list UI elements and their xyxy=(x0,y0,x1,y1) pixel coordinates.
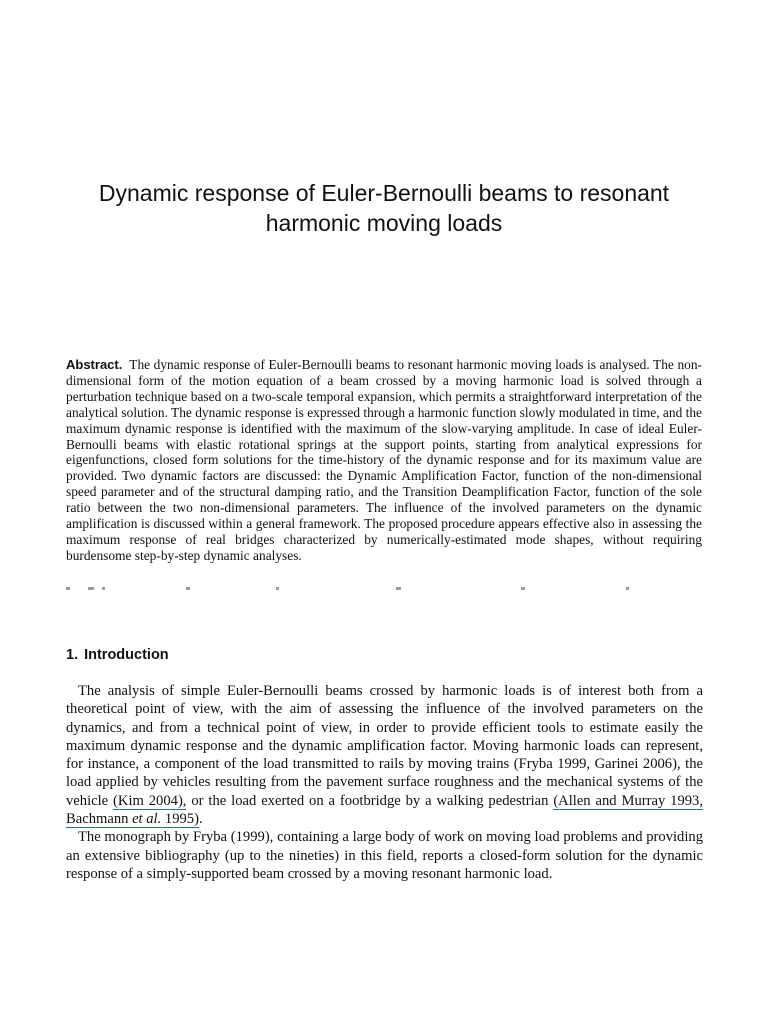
title-line-1: Dynamic response of Euler-Bernoulli beams to resonant xyxy=(98,180,670,206)
paragraph xyxy=(66,828,703,883)
cropped-text-remnant xyxy=(66,587,686,593)
title-line-2: harmonic moving loads xyxy=(265,210,503,236)
abstract xyxy=(66,357,702,564)
paragraph-text: The analysis of simple Euler-Bernoulli beams crossed by harmonic loads is of interest both from a theoretical point of view, with the aim of assessing the influence of the involved parameters on the dynamics, and from a technical point of view, in order to provide efficient tools to estimate easily the maximum dynamic response and the dynamic amplification factor. Moving harmonic loads can represent, for instance, a component of the load transmitted to rails by moving trains (Fryba 1999, Garinei 2006), the load applied by vehicles resulting from the pavement surface roughness and the mechanical systems of the vehicle xyxy=(66,683,703,809)
paragraph-text: or the load exerted on a footbridge by a walking pedestrian xyxy=(186,792,554,809)
abstract-label: Abstract. xyxy=(66,357,123,372)
paragraph-text: The monograph by Fryba (1999), containing a large body of work on moving load problems and providing an extensive bibliography (up to the nineties) in this field, reports a closed-form solution for the dynamic response of a simply-supported beam crossed by a moving resonant harmonic load. xyxy=(66,829,703,882)
paper-title xyxy=(50,178,718,238)
citation-etal: et al. xyxy=(132,811,162,828)
paragraph xyxy=(66,682,703,828)
section-number: 1. xyxy=(66,647,79,663)
abstract-text: The dynamic response of Euler-Bernoulli beams to resonant harmonic moving loads is analysed. The non-dimensional form of the motion equation of a beam crossed by a moving harmonic load is solved through a perturbation technique based on a two-scale temporal expansion, which permits a straightforward interpretation of the analytical solution. The dynamic response is expressed through a harmonic function slowly modulated in time, and the maximum dynamic response is identified with the maximum of the slow-varying amplitude. In case of ideal Euler-Bernoulli beams with elastic rotational springs at the support points, starting from analytical expressions for eigenfunctions, closed form solutions for the time-history of the dynamic response and for its maximum value are provided. Two dynamic factors are discussed: the Dynamic Amplification Factor, function of the non-dimensional speed parameter and of the structural damping ratio, and the Transition Deamplification Factor, function of the sole ratio between the two non-dimensional parameters. The influence of the involved parameters on the dynamic amplification is discussed within a general framework. The proposed procedure appears effective also in assessing the maximum response of real bridges characterized by numerically-estimated mode shapes, without requiring burdensome step-by-step dynamic analyses. xyxy=(66,357,702,563)
section-title: Introduction xyxy=(84,647,169,663)
paragraph-text: . xyxy=(198,811,203,828)
citation-text: (Allen and Murray 1993, Bachmann xyxy=(66,792,703,828)
citation-text: 1995) xyxy=(161,811,199,828)
citation-link-kim-2004[interactable]: (Kim 2004), xyxy=(113,792,187,809)
section-heading-introduction xyxy=(66,645,169,665)
introduction-body xyxy=(66,682,703,883)
